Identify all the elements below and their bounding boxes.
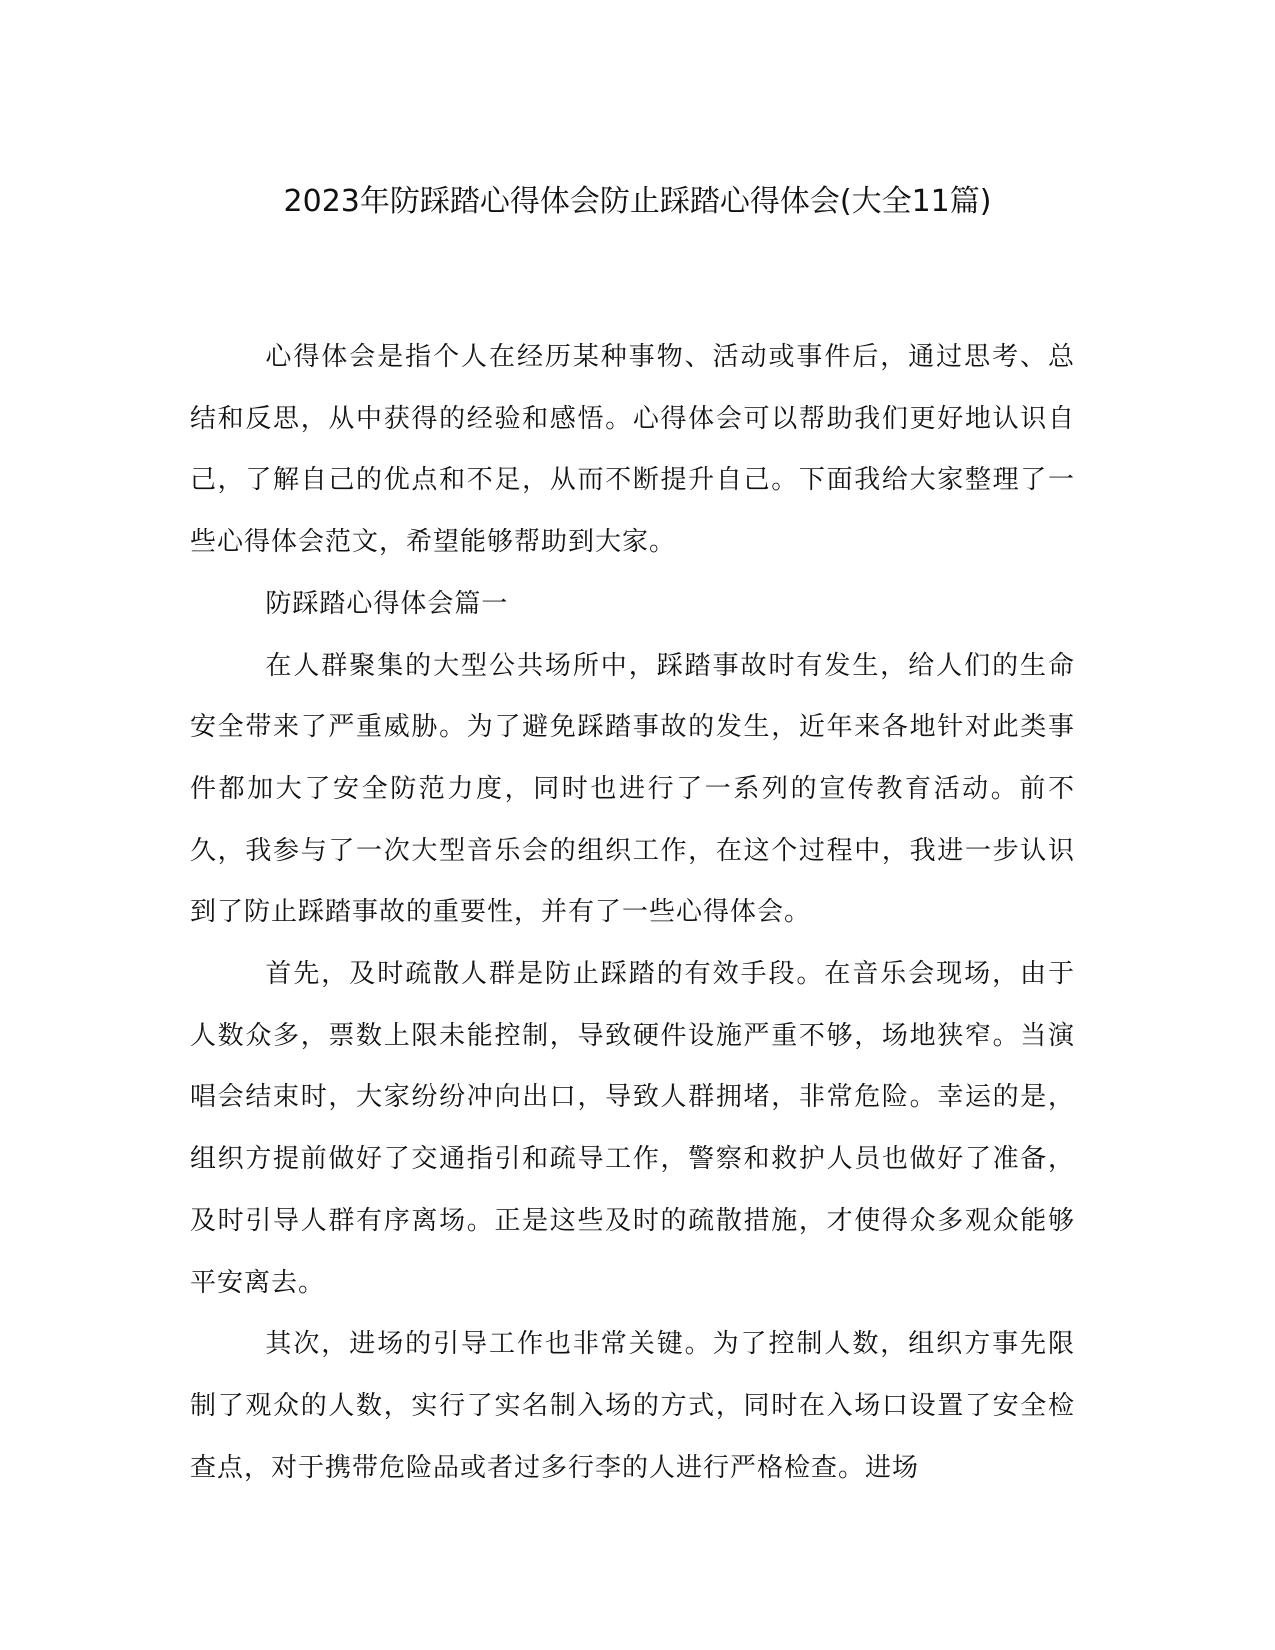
section-heading: 防踩踏心得体会篇一: [265, 588, 509, 619]
body-paragraph: 在人群聚集的大型公共场所中，踩踏事故时有发生，给人们的生命安全带来了严重威胁。为了避免踩踏事故的发生，近年来各地针对此类事件都加大了安全防范力度，同时也进行了一系列的宣传教育活动。前不久，我参与了一次大型音乐会的组织工作，在这个过程中，我进一步认识到了防止踩踏事故的重要性，并有了一些心得体会。: [190, 650, 1075, 928]
body-paragraph: 首先，及时疏散人群是防止踩踏的有效手段。在音乐会现场，由于人数众多，票数上限未能控制，导致硬件设施严重不够，场地狭窄。当演唱会结束时，大家纷纷冲向出口，导致人群拥堵，非常危险。幸运的是，组织方提前做好了交通指引和疏导工作，警察和救护人员也做好了准备，及时引导人群有序离场。正是这些及时的疏散措施，才使得众多观众能够平安离去。: [190, 959, 1075, 1298]
body-paragraph: 其次，进场的引导工作也非常关键。为了控制人数，组织方事先限制了观众的人数，实行了实名制入场的方式，同时在入场口设置了安全检查点，对于携带危险品或者过多行李的人进行严格检查。进场: [190, 1329, 1075, 1483]
document-title: 2023年防踩踏心得体会防止踩踏心得体会(大全11篇): [283, 184, 992, 219]
intro-paragraph: 心得体会是指个人在经历某种事物、活动或事件后，通过思考、总结和反思，从中获得的经验和感悟。心得体会可以帮助我们更好地认识自己，了解自己的优点和不足，从而不断提升自己。下面我给大家整理了一些心得体会范文，希望能够帮助到大家。: [190, 342, 1075, 558]
document-body: [190, 327, 1075, 1499]
